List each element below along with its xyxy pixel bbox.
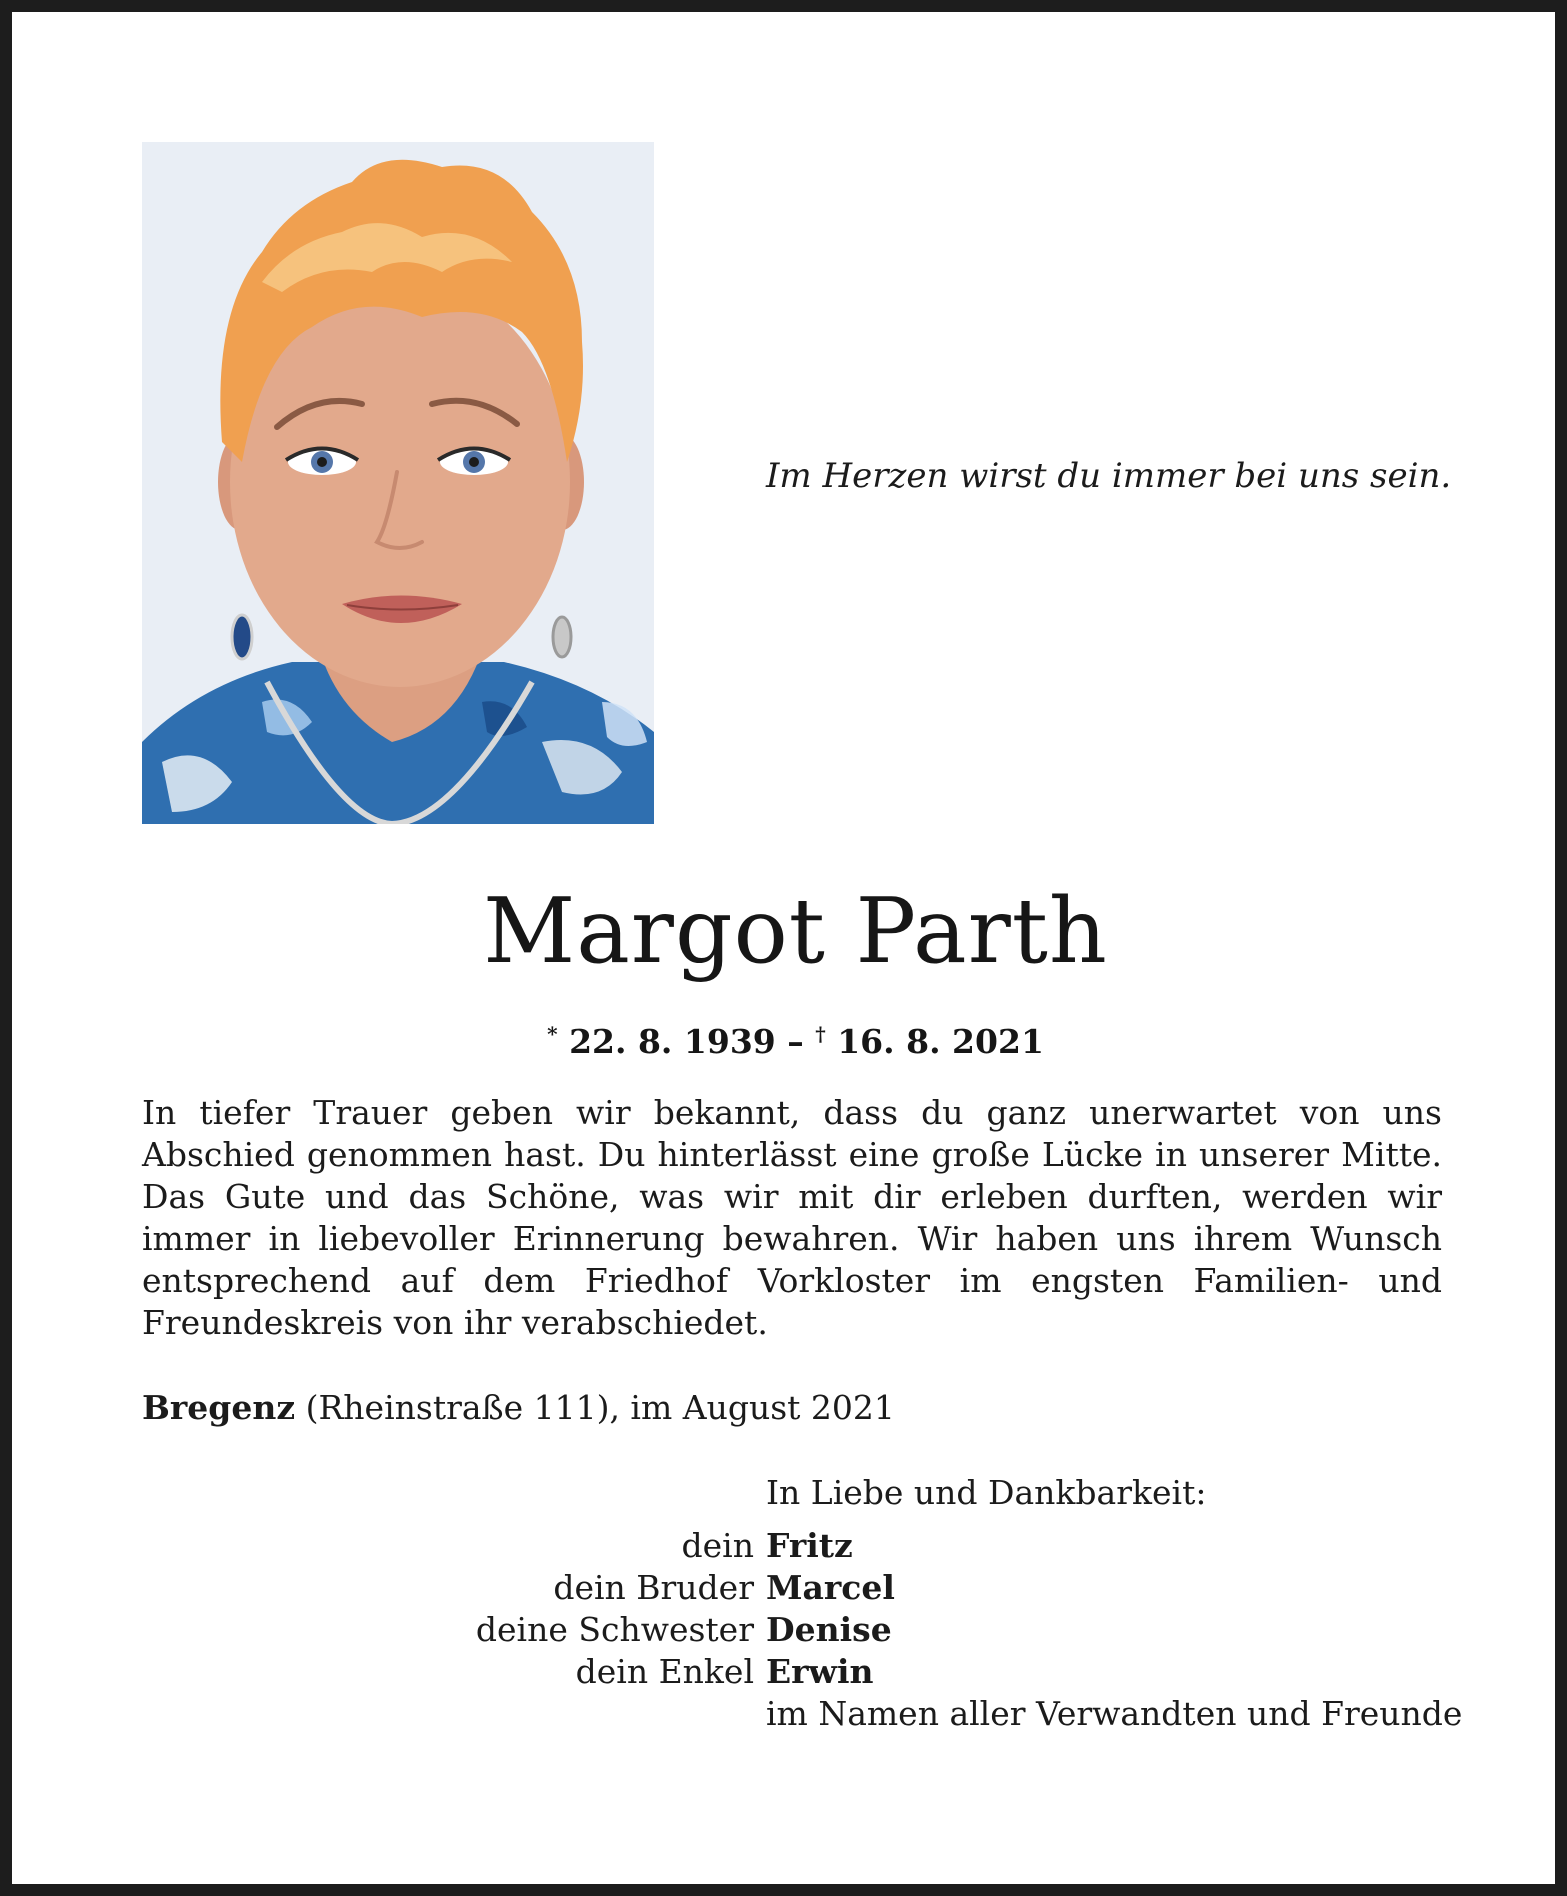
- death-date: 16. 8. 2021: [837, 1022, 1044, 1061]
- birth-symbol: *: [547, 1022, 558, 1046]
- signer-name: Denise: [766, 1610, 892, 1649]
- closing-line: In Liebe und Dankbarkeit:: [766, 1473, 1207, 1512]
- signer-row: [392, 1651, 1512, 1693]
- signer-row: [392, 1609, 1512, 1651]
- date-separator: –: [787, 1022, 804, 1061]
- signers-list: [392, 1525, 1512, 1693]
- place-city: Bregenz: [142, 1388, 296, 1427]
- signer-name: Fritz: [766, 1526, 853, 1565]
- portrait-photo: [142, 142, 654, 824]
- signer-name: Marcel: [766, 1568, 895, 1607]
- signer-relation: dein Enkel: [575, 1652, 754, 1691]
- signer-name: Erwin: [766, 1652, 874, 1691]
- signers-footer: im Namen aller Verwandten und Freunde: [766, 1694, 1463, 1733]
- portrait-illustration: [142, 142, 654, 824]
- signer-row: [392, 1525, 1512, 1567]
- life-dates: [142, 1012, 1449, 1064]
- signer-relation: dein Bruder: [553, 1568, 754, 1607]
- deceased-name: Margot Parth: [483, 879, 1108, 984]
- announcement-text: In tiefer Trauer geben wir bekannt, dass du ganz unerwartet von uns Abschied genommen hast. Du hinterlässt eine große Lücke in unserer Mitte. Das Gute und das Schöne, was wir mit dir erleben durften, werden wir immer in liebevoller Erinnerung bewahren. Wir haben uns ihrem Wunsch entsprechend auf dem Friedhof Vorkloster im engsten Familien- und Freundeskreis von ihr verabschiedet.: [142, 1093, 1442, 1342]
- death-symbol: †: [815, 1022, 826, 1046]
- signer-relation: deine Schwester: [475, 1610, 754, 1649]
- birth-date: 22. 8. 1939: [569, 1022, 776, 1061]
- signer-row: [392, 1567, 1512, 1609]
- place-address-date: (Rheinstraße 111), im August 2021: [295, 1388, 895, 1427]
- signer-relation: dein: [681, 1526, 754, 1565]
- motto: Im Herzen wirst du immer bei uns sein.: [766, 456, 1452, 496]
- place-and-date: [142, 1387, 1442, 1429]
